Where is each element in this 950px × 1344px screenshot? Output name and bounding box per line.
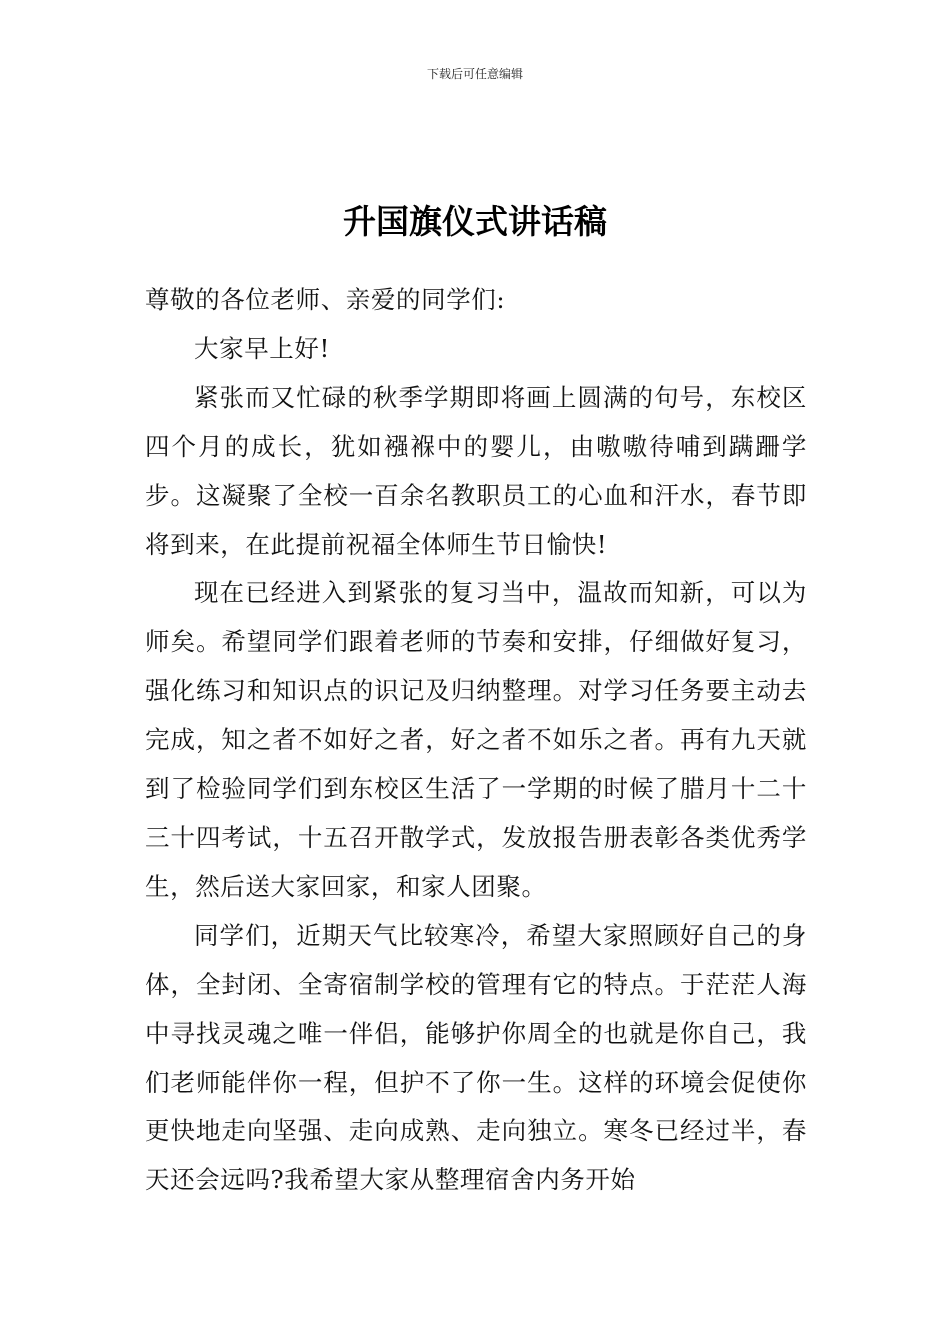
header-note: 下载后可任意编辑 <box>426 67 523 81</box>
salutation: 尊敬的各位老师、亲爱的同学们: <box>145 285 506 314</box>
greeting: 大家早上好! <box>194 333 330 363</box>
paragraph-3: 同学们，近期天气比较寒冷，希望大家照顾好自己的身体，全封闭、全寄宿制学校的管理有它的特点。于茫茫人海中寻找灵魂之唯一伴侣，能够护你周全的也就是你自己，我们老师能伴你一程，但护不了你一生。这样的环境会促使你更快地走向坚强、走向成熟、走向独立。寒冬已经过半，春天还会远吗?我希望大家从整理宿舍内务开始 <box>145 920 807 1195</box>
document-title: 升国旗仪式讲话稿 <box>343 202 607 242</box>
paragraph-1: 紧张而又忙碌的秋季学期即将画上圆满的句号，东校区四个月的成长，犹如襁褓中的婴儿，由嗷嗷待哺到蹒跚学步。这凝聚了全校一百余名教职员工的心血和汗水，春节即将到来，在此提前祝福全体师生节日愉快! <box>145 382 807 559</box>
paragraph-2: 现在已经进入到紧张的复习当中，温故而知新，可以为师矣。希望同学们跟着老师的节奏和安排，仔细做好复习，强化练习和知识点的识记及归纳整理。对学习任务要主动去完成，知之者不如好之者，好之者不如乐之者。再有九天就到了检验同学们到东校区生活了一学期的时候了腊月十二十三十四考试，十五召开散学式，发放报告册表彰各类优秀学生，然后送大家回家，和家人团聚。 <box>145 578 807 901</box>
document-body <box>145 276 807 1205</box>
